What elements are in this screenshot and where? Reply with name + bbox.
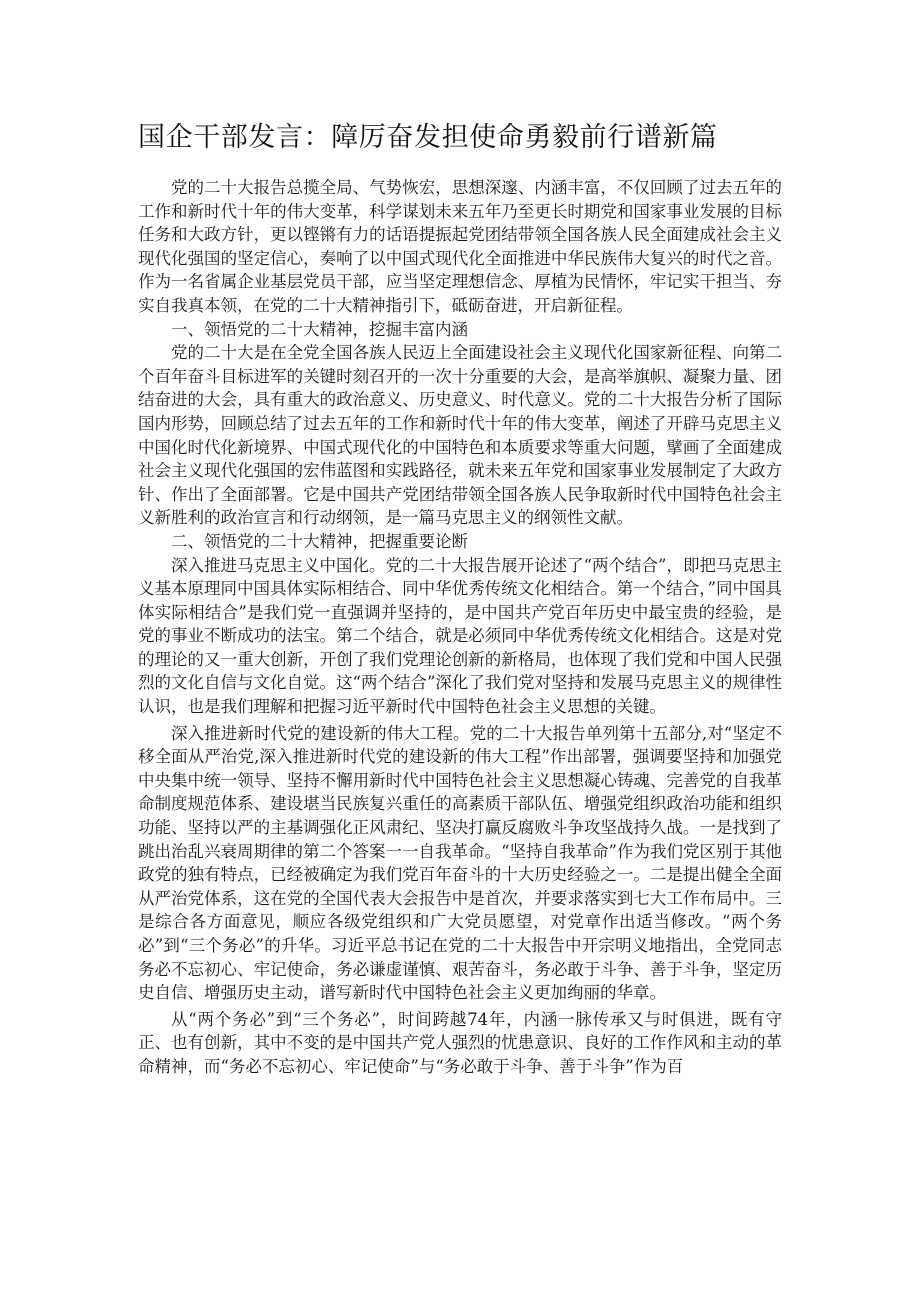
- section-2-paragraph-2: 深入推进新时代党的建设新的伟大工程。党的二十大报告单列第十五部分,对“坚定不移全面从严治党,深入推进新时代党的建设新的伟大工程”作出部署，强调要坚持和加强党中央集中统一领导、坚持不懈用新时代中国特色社会主义思想凝心铸魂、完善党的自我革命制度规范体系、建设堪当民族复兴重任的高素质干部队伍、增强党组织政治功能和组织功能、坚持以严的主基调强化正风肃纪、坚决打赢反腐败斗争攻坚战持久战。一是找到了跳出治乱兴衰周期律的第二个答案一一自我革命。“坚持自我革命”作为我们党区别于其他政党的独有特点，已经被确定为我们党百年奋斗的十大历史经验之一。二是提出健全全面从严治党体系，这在党的全国代表大会报告中是首次，并要求落实到七大工作布局中。三是综合各方面意见，顺应各级党组织和广大党员愿望，对党章作出适当修改。“两个务必”到“三个务必”的升华。习近平总书记在党的二十大报告中开宗明义地指出，全党同志务必不忘初心、牢记使命，务必谦虚谨慎、艰苦奋斗，务必敢于斗争、善于斗争，坚定历史自信、增强历史主动，谱写新时代中国特色社会主义更加绚丽的华章。: [138, 723, 782, 1003]
- section-1-paragraph: 党的二十大是在全党全国各族人民迈上全面建设社会主义现代化国家新征程、向第二个百年奋斗目标进军的关键时刻召开的一次十分重要的大会，是高举旗帜、凝聚力量、团结奋进的大会，具有重大的政治意义、历史意义、时代意义。党的二十大报告分析了国际国内形势，回顾总结了过去五年的工作和新时代十年的伟大变革，阐述了开辟马克思主义中国化时代化新境界、中国式现代化的中国特色和本质要求等重大问题，擘画了全面建成社会主义现代化强国的宏伟蓝图和实践路径，就未来五年党和国家事业发展制定了大政方针、作出了全面部署。它是中国共产党团结带领全国各族人民争取新时代中国特色社会主义新胜利的政治宣言和行动纲领，是一篇马克思主义的纲领性文献。: [138, 343, 782, 528]
- document-page: [138, 118, 782, 1079]
- document-title: 国企干部发言：障厉奋发担使命勇毅前行谱新篇: [138, 122, 718, 153]
- section-1-heading: 一、领悟党的二十大精神，挖掘丰富内涵: [171, 319, 468, 339]
- section-2-paragraph-3: 从“两个务必”到“三个务必”，时间跨越74年，内涵一脉传承又与时俱进，既有守正、也有创新，其中不变的是中国共产党人强烈的忧患意识、良好的工作作风和主动的革命精神，而“务必不忘初心、牢记使命”与“务必敢于斗争、善于斗争”作为百: [138, 1009, 782, 1076]
- section-2-heading: 二、领悟党的二十大精神，把握重要论断: [171, 531, 468, 551]
- intro-paragraph: 党的二十大报告总揽全局、气势恢宏，思想深邃、内涵丰富，不仅回顾了过去五年的工作和新时代十年的伟大变革，科学谋划未来五年乃至更长时期党和国家事业发展的目标任务和大政方针，更以铿锵有力的话语提振起党团结带领全国各族人民全面建成社会主义现代化强国的坚定信心，奏响了以中国式现代化全面推进中华民族伟大复兴的时代之音。作为一名省属企业基层党员干部，应当坚定理想信念、厚植为民情怀，牢记实干担当、夯实自我真本领，在党的二十大精神指引下，砥砺奋进，开启新征程。: [138, 178, 782, 315]
- section-2-paragraph-1: 深入推进马克思主义中国化。党的二十大报告展开论述了“两个结合”，即把马克思主义基本原理同中国具体实际相结合、同中华优秀传统文化相结合。第一个结合，”同中国具体实际相结合”是我们党一直强调并坚持的，是中国共产党百年历史中最宝贵的经验，是党的事业不断成功的法宝。第二个结合，就是必须同中华优秀传统文化相结合。这是对党的理论的又一重大创新，开创了我们党理论创新的新格局，也体现了我们党和中国人民强烈的文化自信与文化自觉。这“两个结合”深化了我们党对坚持和发展马克思主义的规律性认识，也是我们理解和把握习近平新时代中国特色社会主义思想的关键。: [138, 555, 782, 717]
